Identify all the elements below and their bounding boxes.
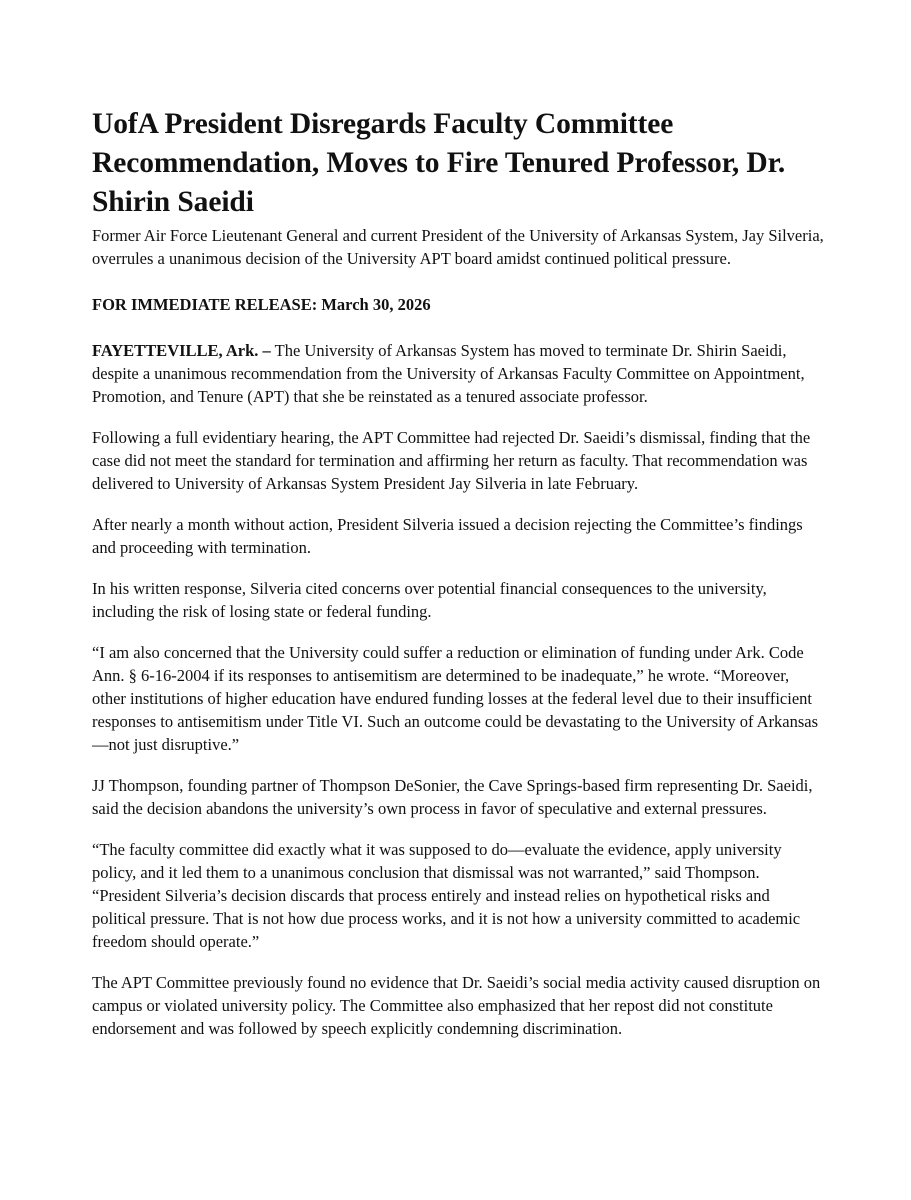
paragraph: In his written response, Silveria cited concerns over potential financial consequences to the university, including the risk of losing state or federal funding. xyxy=(92,579,767,621)
lede-text: The University of Arkansas System has moved to terminate Dr. Shirin Saeidi, despite a unanimous recommendation from the University of Arkansas Faculty Committee on Appointment, Promotion, and Tenure (APT) that she be reinstated as a tenured associate professor. xyxy=(92,341,805,406)
paragraph: After nearly a month without action, President Silveria issued a decision rejecting the Committee’s findings and proceeding with termination. xyxy=(92,515,803,557)
paragraph: Following a full evidentiary hearing, the APT Committee had rejected Dr. Saeidi’s dismissal, finding that the case did not meet the standard for termination and affirming her return as faculty. That recommendation was delivered to University of Arkansas System President Jay Silveria in late February. xyxy=(92,428,811,493)
paragraph: The APT Committee previously found no evidence that Dr. Saeidi’s social media activity caused disruption on campus or violated university policy. The Committee also emphasized that her repost did not constitute endorsement and was followed by speech explicitly condemning discrimination. xyxy=(92,973,821,1038)
headline: UofA President Disregards Faculty Committee Recommendation, Moves to Fire Tenured Professor, Dr. Shirin Saeidi xyxy=(92,108,786,218)
paragraph-silveria-quote: “I am also concerned that the University could suffer a reduction or elimination of funding under Ark. Code Ann. § 6-16-2004 if its responses to antisemitism are determined to be inadequate,” he wrote. “Moreover, other institutions of higher education have endured funding losses at the federal level due to their insufficient responses to antisemitism under Title VI. Such an outcome could be devastating to the University of Arkansas—not just disruptive.” xyxy=(92,643,819,754)
dateline: FAYETTEVILLE, Ark. – xyxy=(92,341,271,360)
paragraph-thompson-quote: “The faculty committee did exactly what it was supposed to do—evaluate the evidence, apply university policy, and it led them to a unanimous conclusion that dismissal was not warranted,” said Thompson. “President Silveria’s decision discards that process entirely and instead relies on hypothetical risks and political pressure. That is not how due process works, and it is not how a university committed to academic freedom should operate.” xyxy=(92,840,801,951)
release-date-line: FOR IMMEDIATE RELEASE: March 30, 2026 xyxy=(92,295,431,314)
press-release-page xyxy=(92,105,827,1058)
paragraph: JJ Thompson, founding partner of Thompson DeSonier, the Cave Springs-based firm representing Dr. Saeidi, said the decision abandons the university’s own process in favor of speculative and external pressures. xyxy=(92,776,813,818)
paragraph-lede xyxy=(92,339,827,408)
subtitle: Former Air Force Lieutenant General and current President of the University of Arkansas System, Jay Silveria, overrules a unanimous decision of the University APT board amidst continued political pressure. xyxy=(92,226,824,268)
